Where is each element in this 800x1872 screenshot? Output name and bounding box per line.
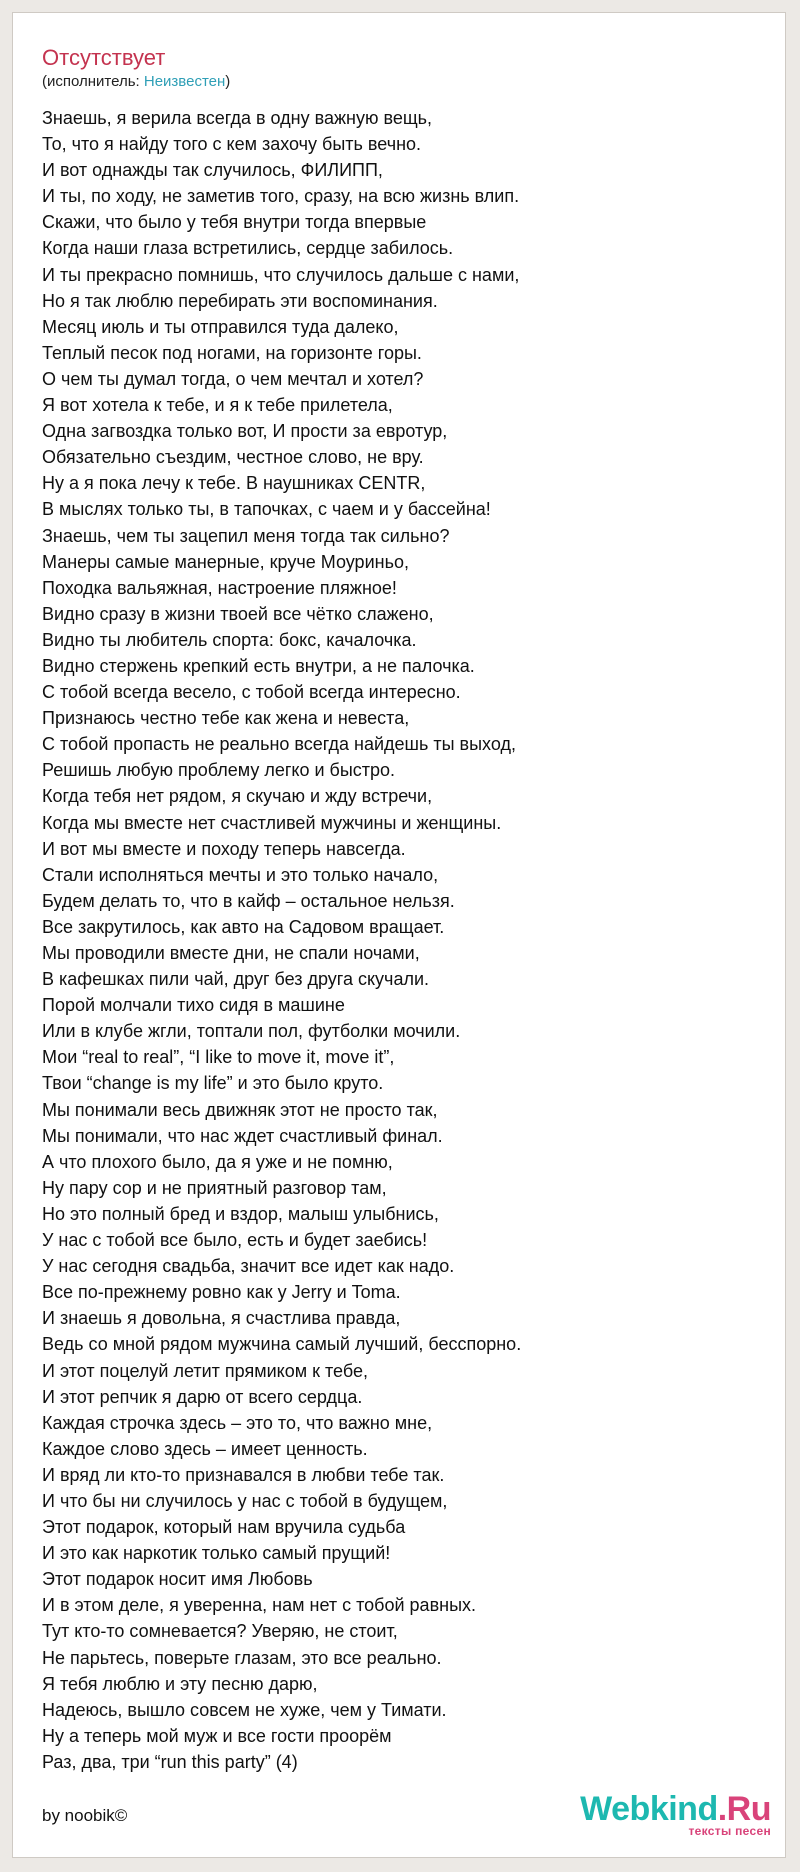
lyric-line: Ну пару сор и не приятный разговор там, (42, 1177, 387, 1198)
artist-suffix: ) (225, 73, 231, 90)
lyric-line: Ну а теперь мой муж и все гости проорём (42, 1725, 392, 1746)
lyric-line: Манеры самые манерные, круче Моуриньо, (42, 551, 409, 572)
lyric-line: Все закрутилось, как авто на Садовом вращает. (42, 916, 445, 937)
logo-tagline: тексты песен (688, 1824, 771, 1838)
lyric-line: И этот поцелуй летит прямиком к тебе, (42, 1360, 368, 1381)
lyric-line: Теплый песок под ногами, на горизонте горы. (42, 342, 422, 363)
lyric-line: Я вот хотела к тебе, и я к тебе прилетела, (42, 395, 393, 416)
lyric-line: О чем ты думал тогда, о чем мечтал и хотел? (42, 368, 424, 389)
lyric-line: Одна загвоздка только вот, И прости за евротур, (42, 421, 448, 442)
lyric-line: Стали исполняться мечты и это только начало, (42, 864, 439, 885)
lyric-line: И ты, по ходу, не заметив того, сразу, на всю жизнь влип. (42, 186, 520, 207)
lyric-line: Не парьтесь, поверьте глазам, это все реально. (42, 1647, 442, 1668)
lyric-line: Мои “real to real”, “I like to move it, move it”, (42, 1047, 395, 1068)
lyric-line: Каждая строчка здесь – это то, что важно мне, (42, 1412, 433, 1433)
lyric-line: Видно ты любитель спорта: бокс, качалочка. (42, 629, 417, 650)
artist-prefix: (исполнитель: (42, 73, 144, 90)
lyric-line: В мыслях только ты, в тапочках, с чаем и у бассейна! (42, 499, 491, 520)
lyric-line: Этот подарок носит имя Любовь (42, 1569, 313, 1590)
lyric-line: Но это полный бред и вздор, малыш улыбнись, (42, 1203, 439, 1224)
lyric-line: Признаюсь честно тебе как жена и невеста, (42, 708, 410, 729)
lyric-line: Раз, два, три “run this party” (4) (42, 1751, 298, 1772)
lyric-line: Ведь со мной рядом мужчина самый лучший, бесспорно. (42, 1334, 522, 1355)
lyric-line: И этот репчик я дарю от всего сердца. (42, 1386, 363, 1407)
lyric-line: У нас сегодня свадьба, значит все идет как надо. (42, 1256, 455, 1277)
lyric-line: Когда тебя нет рядом, я скучаю и жду встречи, (42, 786, 433, 807)
lyric-line: То, что я найду того с кем захочу быть вечно. (42, 134, 422, 155)
lyric-line: Скажи, что было у тебя внутри тогда впервые (42, 212, 427, 233)
lyric-line: С тобой всегда весело, с тобой всегда интересно. (42, 682, 461, 703)
lyric-line: Знаешь, чем ты зацепил меня тогда так сильно? (42, 525, 450, 546)
lyric-line: И в этом деле, я уверенна, нам нет с тобой равных. (42, 1595, 477, 1616)
lyric-line: Месяц июль и ты отправился туда далеко, (42, 316, 399, 337)
webkind-logo[interactable] (580, 1791, 771, 1837)
lyric-line: Видно стержень крепкий есть внутри, а не палочка. (42, 655, 475, 676)
artist-line (42, 73, 230, 91)
lyric-line: И вот мы вместе и походу теперь навсегда. (42, 838, 406, 859)
lyric-line: И это как наркотик только самый прущий! (42, 1543, 391, 1564)
lyric-line: С тобой пропасть не реально всегда найдешь ты выход, (42, 734, 516, 755)
lyric-line: Решишь любую проблему легко и быстро. (42, 760, 396, 781)
lyric-line: Мы проводили вместе дни, не спали ночами, (42, 943, 420, 963)
artist-link[interactable]: Неизвестен (143, 73, 226, 90)
lyric-line: Твои “change is my life” и это было круто. (42, 1073, 384, 1094)
lyric-line: Этот подарок, который нам вручила судьба (42, 1517, 406, 1538)
lyric-line: Когда наши глаза встретились, сердце забилось. (42, 238, 454, 259)
lyric-line: И ты прекрасно помнишь, что случилось дальше с нами, (42, 264, 520, 285)
lyric-line: Надеюсь, вышло совсем не хуже, чем у Тимати. (42, 1699, 447, 1720)
lyric-line: И вряд ли кто-то признавался в любви тебе так. (42, 1464, 445, 1485)
page-frame (12, 12, 786, 1858)
lyrics-block (42, 105, 521, 1775)
lyric-line: А что плохого было, да я уже и не помню, (42, 1151, 393, 1172)
lyric-line: Ну а я пока лечу к тебе. В наушниках CENTR, (42, 473, 426, 494)
lyric-line: Каждое слово здесь – имеет ценность. (42, 1438, 368, 1459)
lyric-line: Или в клубе жгли, топтали пол, футболки мочили. (42, 1021, 461, 1042)
lyric-line: Я тебя люблю и эту песню дарю, (42, 1673, 318, 1694)
lyric-line: Мы понимали, что нас ждет счастливый финал. (42, 1125, 443, 1146)
lyric-line: И знаешь я довольна, я счастлива правда, (42, 1308, 401, 1329)
lyric-line: Тут кто-то сомневается? Уверяю, не стоит, (42, 1621, 398, 1642)
lyric-line: Будем делать то, что в кайф – остальное нельзя. (42, 890, 455, 911)
lyric-line: Когда мы вместе нет счастливей мужчины и женщины. (42, 812, 502, 833)
lyric-line: Все по-прежнему ровно как у Jerry и Toma. (42, 1282, 401, 1303)
lyric-line: У нас с тобой все было, есть и будет заебись! (42, 1230, 428, 1251)
lyric-line: Мы понимали весь движняк этот не просто так, (42, 1099, 438, 1120)
lyric-line: В кафешках пили чай, друг без друга скучали. (42, 969, 430, 990)
lyric-line: Порой молчали тихо сидя в машине (42, 995, 345, 1016)
lyric-line: И вот однажды так случилось, ФИЛИПП, (42, 160, 383, 181)
lyric-line: И что бы ни случилось у нас с тобой в будущем, (42, 1490, 448, 1511)
lyric-line: Знаешь, я верила всегда в одну важную вещь, (42, 108, 433, 128)
lyric-line: Обязательно съездим, честное слово, не вру. (42, 447, 424, 468)
lyric-line: Но я так люблю перебирать эти воспоминания. (42, 290, 438, 311)
logo-tld: .Ru (717, 1790, 771, 1828)
author-credit: by noobik© (42, 1806, 128, 1825)
song-title: Отсутствует (42, 45, 166, 70)
lyric-line: Видно сразу в жизни твоей все чётко слажено, (42, 603, 434, 624)
logo-wordmark (580, 1791, 771, 1827)
logo-name: Webkind (580, 1790, 718, 1828)
lyric-line: Походка вальяжная, настроение пляжное! (42, 577, 397, 598)
